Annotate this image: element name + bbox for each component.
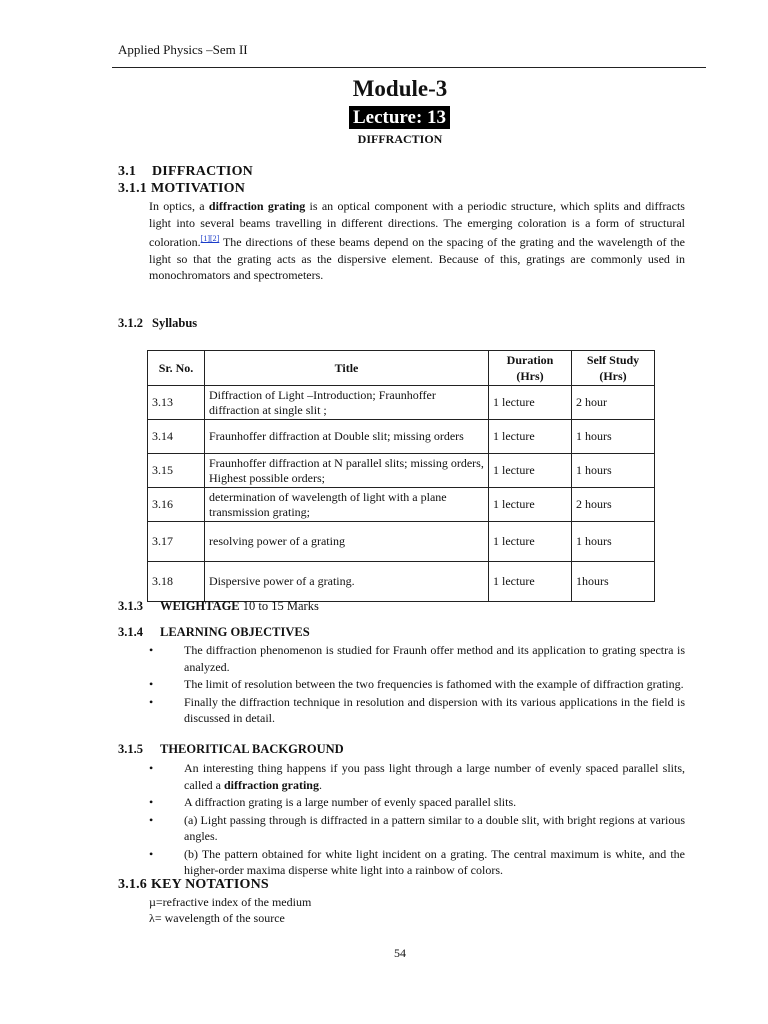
duration-cell: 1 lecture [489, 420, 572, 454]
bullet-icon: • [149, 694, 154, 709]
section-3-1-5-heading [118, 742, 344, 757]
duration-cell: 1 lecture [489, 522, 572, 562]
self-study-cell: 2 hour [572, 386, 655, 420]
section-number: 3.1.1 [118, 181, 147, 196]
list-item [149, 676, 685, 693]
title-cell: Fraunhoffer diffraction at Double slit; missing orders [205, 420, 489, 454]
list-item-text: Finally the diffraction technique in resolution and dispersion with its various applications in the field is discussed in detail. [184, 694, 685, 725]
notation-lambda: λ= wavelength of the source [149, 911, 285, 925]
duration-cell: 1 lecture [489, 488, 572, 522]
reference-link[interactable]: [1][2] [200, 234, 220, 243]
lecture-title: Lecture: 13 [349, 106, 450, 129]
self-study-cell: 2 hours [572, 488, 655, 522]
table-row [148, 454, 655, 488]
bullet-icon: • [149, 643, 154, 657]
title-cell: determination of wavelength of light with a plane transmission grating; [205, 488, 489, 522]
list-item-text: (b) The pattern obtained for white light incident on a grating. The central maximum is white, and the higher-order maxima disperse white light into a rainbow of colors. [184, 846, 685, 877]
text-run: In optics, a [149, 199, 209, 213]
list-item-text: The diffraction phenomenon is studied for Fraunh offer method and its application to grating spectra is analyzed. [184, 643, 685, 674]
self-study-cell: 1 hours [572, 454, 655, 488]
table-row [148, 562, 655, 602]
self-study-cell: 1 hours [572, 420, 655, 454]
list-item-text: (a) Light passing through is diffracted in a pattern similar to a double slit, with bright regions at various angles. [184, 812, 685, 843]
sr-cell: 3.16 [148, 488, 205, 522]
section-title: WEIGHTAGE [160, 599, 240, 613]
section-3-1-2-heading [118, 316, 197, 331]
section-title: LEARNING OBJECTIVES [160, 625, 310, 639]
sr-cell: 3.13 [148, 386, 205, 420]
list-item [149, 812, 685, 845]
section-number: 3.1.5 [118, 742, 143, 756]
background-list [149, 760, 685, 879]
table-header-row [148, 351, 655, 386]
page-number: 54 [394, 946, 406, 960]
text-run: The directions of these beams depend on the spacing of the grating and the wavelength of the light so that the grating acts as the dispersive element. Because of this, gratings are commonly used in monochromators and spectrometers. [149, 235, 685, 282]
duration-cell: 1 lecture [489, 562, 572, 602]
list-item [149, 794, 685, 811]
list-item [149, 760, 685, 793]
self-study-cell: 1 hours [572, 522, 655, 562]
duration-cell: 1 lecture [489, 454, 572, 488]
title-cell: Diffraction of Light –Introduction; Fraunhoffer diffraction at single slit ; [205, 386, 489, 420]
section-3-1-3-heading [118, 599, 319, 614]
sr-cell: 3.18 [148, 562, 205, 602]
header-divider [112, 67, 706, 68]
section-3-1-6-heading [118, 877, 269, 893]
list-item [149, 642, 685, 675]
column-header: Title [205, 351, 489, 386]
section-number: 3.1.2 [118, 316, 143, 330]
weightage-value: 10 to 15 Marks [242, 599, 319, 613]
bold-term: diffraction grating [208, 199, 306, 213]
list-item-text: . [318, 777, 322, 792]
sr-cell: 3.15 [148, 454, 205, 488]
section-title: MOTIVATION [151, 181, 246, 196]
column-header: Duration (Hrs) [489, 351, 572, 386]
title-cell: Dispersive power of a grating. [205, 562, 489, 602]
bullet-icon: • [149, 677, 154, 691]
lecture-subtitle: DIFFRACTION [357, 132, 443, 146]
section-title: DIFFRACTION [152, 164, 253, 179]
running-header: Applied Physics –Sem II [118, 42, 248, 57]
self-study-cell: 1hours [572, 562, 655, 602]
section-title: KEY NOTATIONS [151, 877, 269, 892]
section-number: 3.1.6 [118, 877, 147, 892]
list-item-text: A diffraction grating is a large number of evenly spaced parallel slits. [184, 795, 517, 809]
title-cell: resolving power of a grating [205, 522, 489, 562]
title-cell: Fraunhoffer diffraction at N parallel slits; missing orders, Highest possible orders; [205, 454, 489, 488]
sr-cell: 3.14 [148, 420, 205, 454]
column-header: Self Study (Hrs) [572, 351, 655, 386]
notation-mu: µ=refractive index of the medium [149, 895, 312, 909]
column-header: Sr. No. [148, 351, 205, 386]
bullet-icon: • [149, 812, 154, 827]
syllabus-table [147, 350, 655, 602]
list-item [149, 694, 685, 727]
section-title: Syllabus [152, 316, 198, 330]
duration-cell: 1 lecture [489, 386, 572, 420]
module-title: Module-3 [352, 76, 448, 101]
bullet-icon: • [149, 761, 154, 775]
table-row [148, 386, 655, 420]
table-row [148, 488, 655, 522]
section-number: 3.1.4 [118, 625, 143, 639]
section-title: THEORITICAL BACKGROUND [160, 742, 344, 756]
section-3-1-4-heading [118, 625, 310, 640]
table-row [148, 522, 655, 562]
bullet-icon: • [149, 795, 154, 809]
section-3-1-heading [118, 164, 253, 180]
motivation-paragraph [149, 198, 685, 284]
list-item [149, 846, 685, 879]
bold-term: diffraction grating [223, 777, 319, 792]
list-item-text: The limit of resolution between the two frequencies is fathomed with the example of diffraction grating. [184, 677, 684, 691]
sr-cell: 3.17 [148, 522, 205, 562]
text-run: is an optical component with a periodic structure, which splits and diffracts light into several beams travelling in different directions. The emerging coloration is a form of structural coloration. [149, 199, 685, 249]
objectives-list [149, 642, 685, 727]
bullet-icon: • [149, 846, 154, 861]
section-number: 3.1.3 [118, 599, 143, 613]
list-item-text: An interesting thing happens if you pass light through a large number of evenly spaced parallel slits, called a [184, 761, 685, 792]
table-row [148, 420, 655, 454]
section-3-1-1-heading [118, 181, 245, 197]
section-number: 3.1 [118, 164, 137, 179]
